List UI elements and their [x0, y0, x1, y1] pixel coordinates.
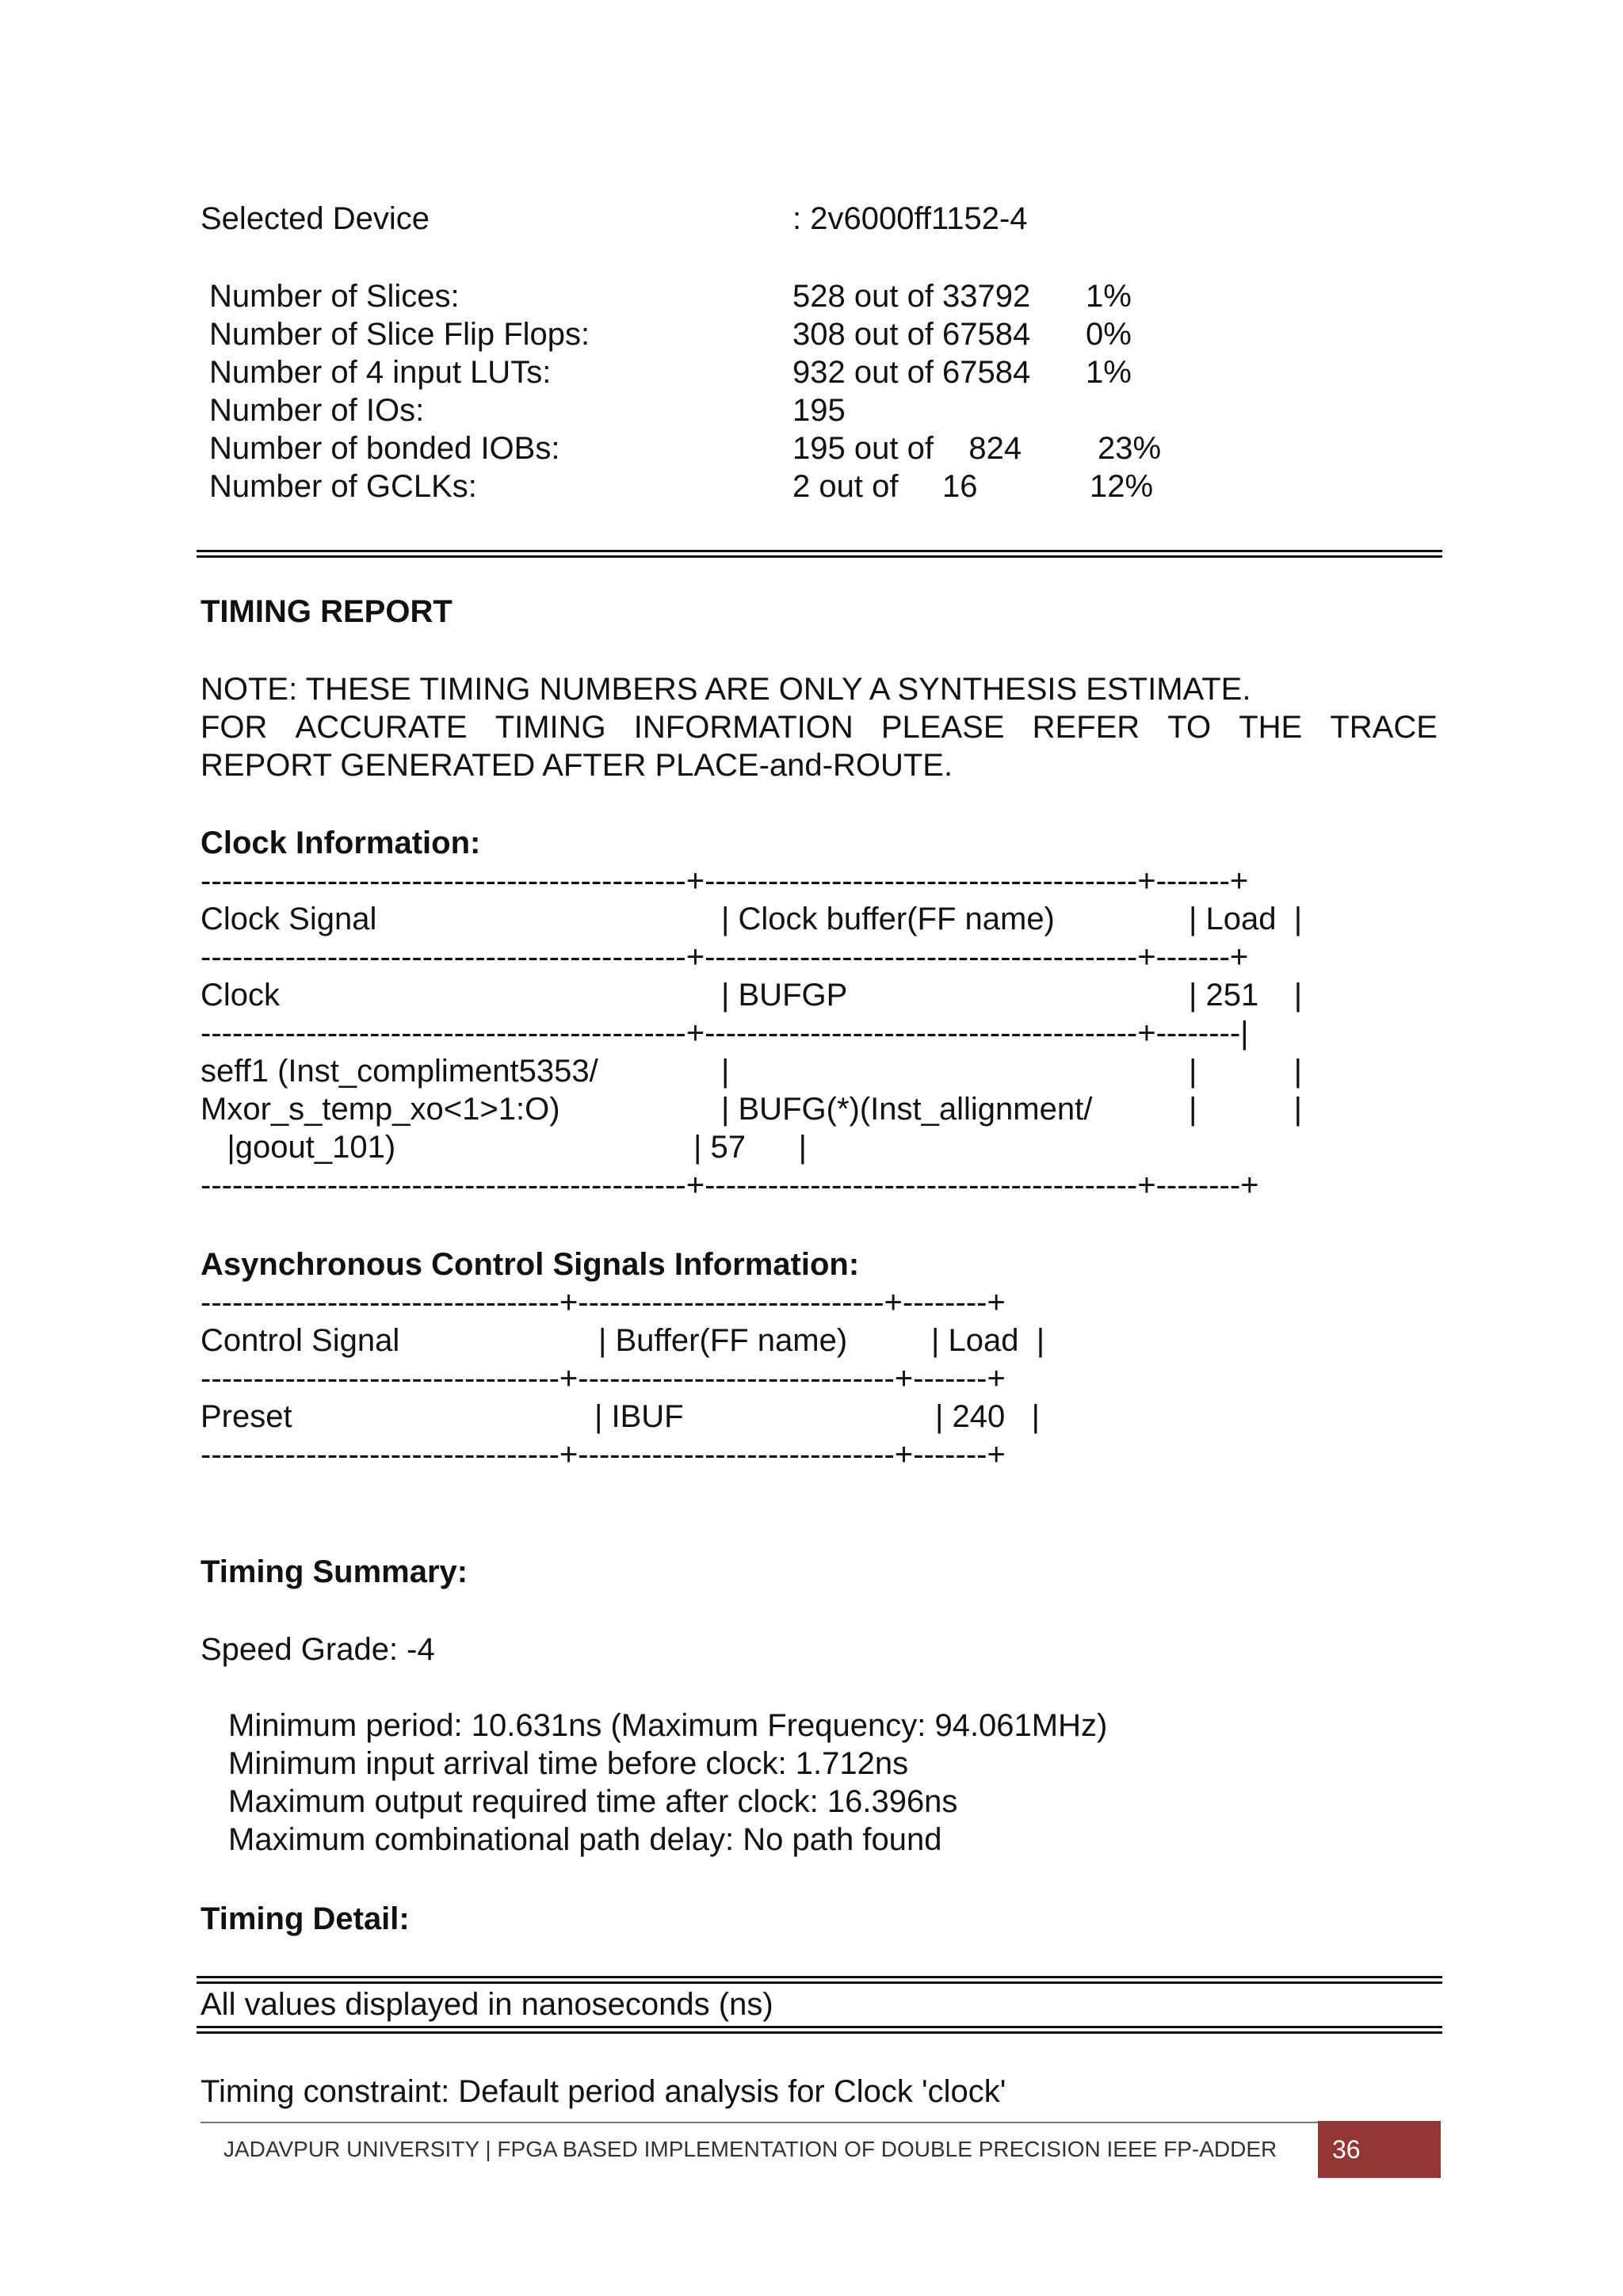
clock-row-buffer: | BUFGP	[721, 978, 848, 1013]
util-label: Number of GCLKs:	[209, 469, 477, 504]
timing-summary-line: Minimum input arrival time before clock: 1.712ns	[228, 1746, 909, 1781]
async-row-buffer: | IBUF	[594, 1399, 684, 1434]
util-label: Number of IOs:	[209, 393, 425, 428]
timing-constraint: Timing constraint: Default period analysis for Clock 'clock'	[200, 2074, 1006, 2109]
clock-table-separator: ----------------------------------------------+-----------------------------------------+-------+	[200, 864, 1249, 898]
timing-summary-line: Maximum output required time after clock: 16.396ns	[228, 1784, 958, 1819]
divider	[197, 2026, 1442, 2028]
util-label: Number of bonded IOBs:	[209, 431, 560, 466]
timing-report-heading: TIMING REPORT	[200, 594, 453, 629]
async-info-heading: Asynchronous Control Signals Information:	[200, 1247, 860, 1282]
divider	[197, 1981, 1442, 1984]
async-header-signal: Control Signal	[200, 1323, 400, 1358]
speed-grade: Speed Grade: -4	[200, 1632, 435, 1667]
clock-table-header-buffer: | Clock buffer(FF name)	[721, 902, 1055, 936]
async-table-separator: ----------------------------------+------------------------------+-------+	[200, 1437, 1006, 1472]
note-word: TRACE	[1330, 710, 1438, 745]
async-table-separator: ----------------------------------+------------------------------+-------+	[200, 1361, 1006, 1396]
util-pct: 1%	[1086, 279, 1132, 314]
divider	[197, 2031, 1442, 2034]
async-header-buffer: | Buffer(FF name)	[598, 1323, 848, 1358]
util-pct: 23%	[1098, 431, 1162, 466]
clock-row-load: | |	[1189, 1092, 1303, 1127]
clock-row-signal: Clock	[200, 978, 281, 1013]
timing-note-line-1: NOTE: THESE TIMING NUMBERS ARE ONLY A SYNTHESIS ESTIMATE.	[200, 672, 1251, 707]
page-number: 36	[1318, 2121, 1441, 2178]
timing-summary-heading: Timing Summary:	[200, 1554, 468, 1589]
divider	[197, 555, 1442, 558]
note-word: INFORMATION	[633, 710, 854, 745]
util-pct: 12%	[1090, 469, 1154, 504]
clock-row-buffer: |	[721, 1054, 730, 1089]
util-label: Number of Slices:	[209, 279, 460, 314]
util-used: 308 out of 67584	[792, 317, 1031, 352]
util-used: 195 out of 824	[792, 431, 1022, 466]
selected-device-value: : 2v6000ff1152-4	[792, 201, 1028, 236]
util-used: 195	[792, 393, 846, 428]
util-used: 932 out of 67584	[792, 355, 1031, 390]
util-pct: 1%	[1086, 355, 1132, 390]
util-used: 528 out of 33792	[792, 279, 1031, 314]
timing-summary-line: Maximum combinational path delay: No path found	[228, 1822, 942, 1857]
clock-table-header-load: | Load |	[1189, 902, 1303, 936]
clock-row-signal: seff1 (Inst_compliment5353/	[200, 1054, 598, 1089]
clock-table-separator: ----------------------------------------------+-----------------------------------------+--------|	[200, 1016, 1249, 1051]
note-word: FOR	[200, 710, 268, 745]
clock-row-signal: Mxor_s_temp_xo<1>1:O)	[200, 1092, 560, 1127]
async-header-load: | Load |	[931, 1323, 1045, 1358]
clock-info-heading: Clock Information:	[200, 826, 481, 860]
divider	[197, 550, 1442, 552]
clock-row-load: | 57 |	[693, 1130, 808, 1165]
util-label: Number of 4 input LUTs:	[209, 355, 552, 390]
async-row-load: | 240 |	[935, 1399, 1040, 1434]
clock-row-load: | |	[1189, 1054, 1303, 1089]
util-pct: 0%	[1086, 317, 1132, 352]
clock-table-header-signal: Clock Signal	[200, 902, 377, 936]
clock-row-buffer: | BUFG(*)(Inst_allignment/	[721, 1092, 1093, 1127]
async-row-signal: Preset	[200, 1399, 292, 1434]
timing-note-line-3: REPORT GENERATED AFTER PLACE-and-ROUTE.	[200, 748, 953, 783]
note-word: TIMING	[495, 710, 606, 745]
note-word: PLEASE	[880, 710, 1005, 745]
util-used: 2 out of 16	[792, 469, 978, 504]
note-word: TO	[1167, 710, 1212, 745]
clock-table-separator: ----------------------------------------------+-----------------------------------------+-------+	[200, 940, 1249, 974]
timing-note-line-2	[200, 708, 1438, 746]
units-note: All values displayed in nanoseconds (ns)	[200, 1987, 773, 2022]
timing-detail-heading: Timing Detail:	[200, 1901, 410, 1936]
clock-table-separator: ----------------------------------------------+-----------------------------------------+--------+	[200, 1168, 1259, 1203]
note-word: ACCURATE	[295, 710, 468, 745]
selected-device-label: Selected Device	[200, 201, 430, 236]
footer-text: JADAVPUR UNIVERSITY | FPGA BASED IMPLEMENTATION OF DOUBLE PRECISION IEEE FP-ADDER	[223, 2137, 1277, 2161]
clock-row-load: | 251 |	[1189, 978, 1303, 1013]
footer-rule	[200, 2122, 1318, 2123]
note-word: THE	[1239, 710, 1303, 745]
note-word: REFER	[1032, 710, 1140, 745]
util-label: Number of Slice Flip Flops:	[209, 317, 590, 352]
clock-row-signal: |goout_101)	[200, 1130, 396, 1165]
divider	[197, 1976, 1442, 1978]
timing-summary-line: Minimum period: 10.631ns (Maximum Frequency: 94.061MHz)	[228, 1708, 1108, 1743]
async-table-separator: ----------------------------------+-----------------------------+--------+	[200, 1285, 1006, 1320]
